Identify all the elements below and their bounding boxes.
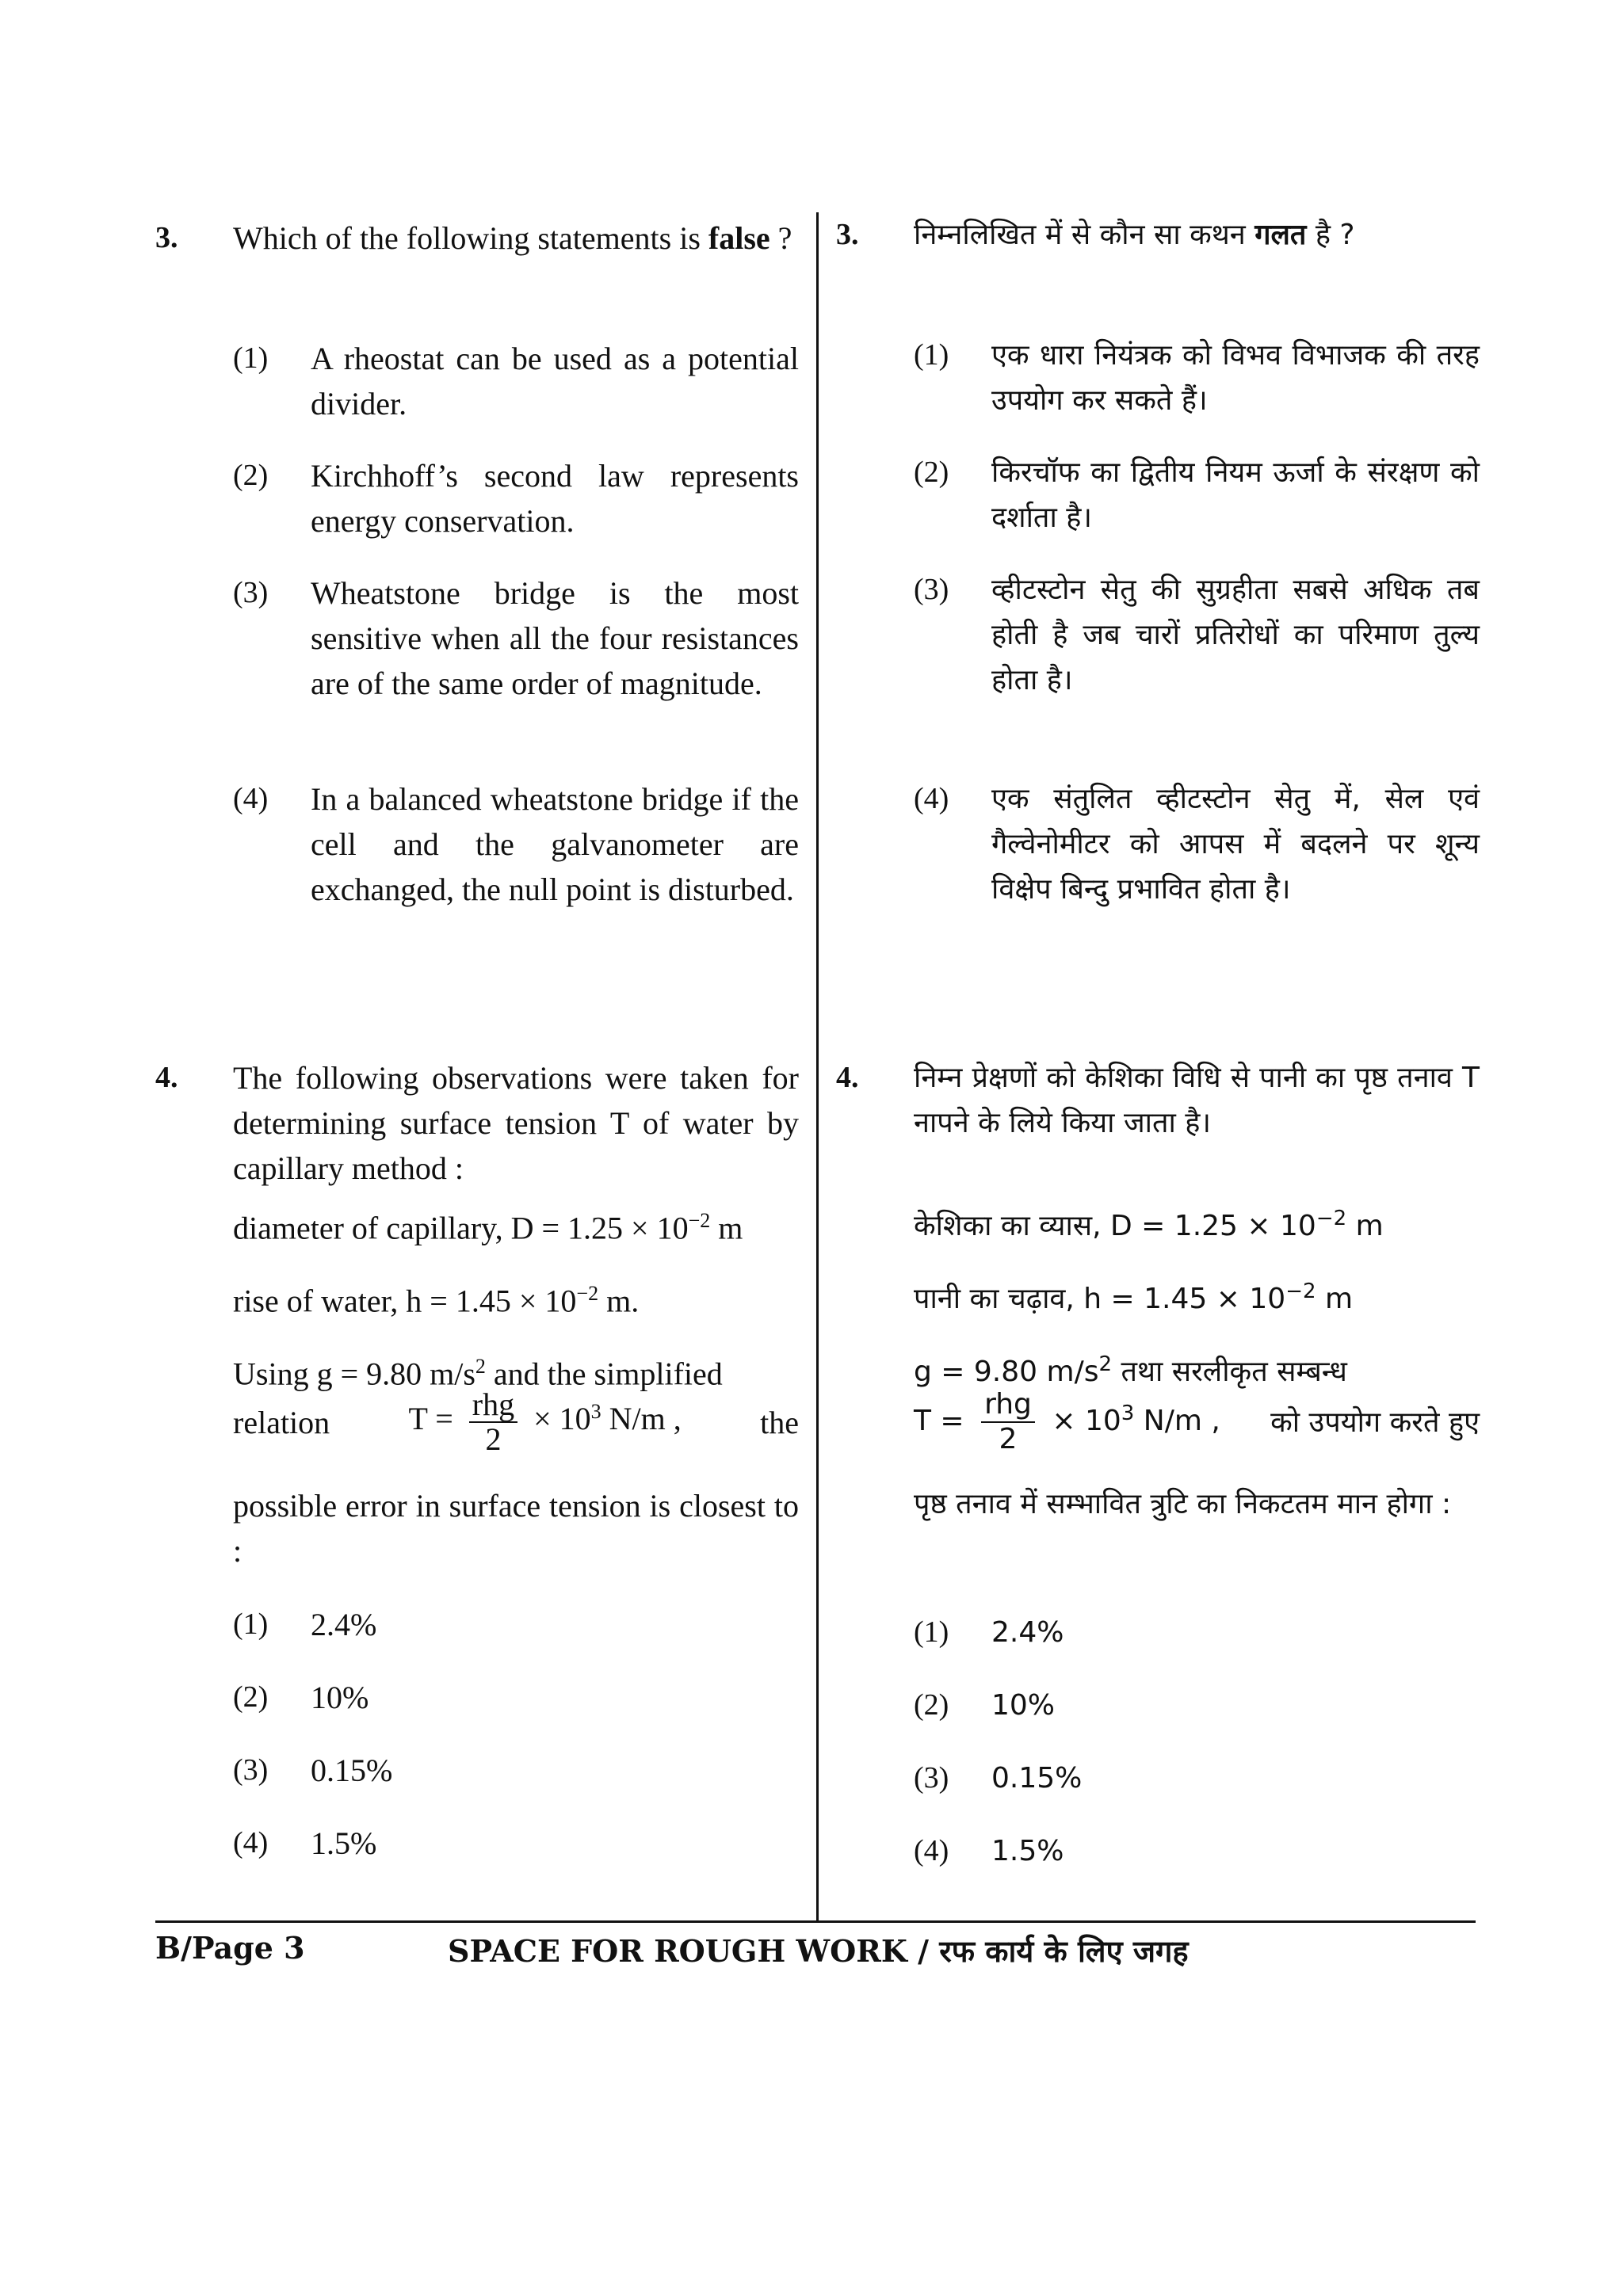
rise-line: rise of water, $h = 1.45 \times 10^{-2}$ m. <box>233 1282 640 1319</box>
exam-page: 3. Which of the following statements is false ? (1) A rheostat can be used as a potential divider. (2) Kirchhoff’s second law represents energy conservation. (3) Wheatstone bridge is the most sensitive when all the four resistances are of the same order of magnitude. (4) In a balanced wheatstone bridge if the cell and the galvanometer are exchanged, the null point is disturbed. 4. The following observations were taken for determining surface tension T of water by capillary method : diameter of capillary, $D = 1.25 \times 10^{-2}$ m rise of water, $h = 1.45 \times 10^{-2}$ m. Using g = 9.80 $m/s^2$ and the simplified relation T = $\frac{\text{rhg}}{2}$ × $10^3$ N/m , the possible error in surface tension is closest to : (1) 2.4% (2) 10% (3) 0.15% (4) 1.5% 3. निम्नलिखित में से कौन सा कथन गलत है ? (1) एक धारा नियंत्रक को विभव विभाजक की तरह उपयोग कर सकते हैं। (2) किरचॉफ का द्वितीय नियम ऊर्जा के संरक्षण को दर्शाता है। (3) व्हीटस्टोन सेतु की सुग्रहीता सबसे अधिक तब होती है जब चारों प्रतिरोधों का परिमाण तुल्य होता है। (4) एक संतुलित व्हीटस्टोन सेतु में, सेल एवं गैल्वेनोमीटर को आपस में बदलने पर शून्य विक्षेप बिन्दु प्रभावित होता है। 4. निम्न प्रेक्षणों को केशिका विधि से पानी का पृष्ठ तनाव T नापने के लिये किया जाता है। केशिका का व्यास, $D = 1.25 \times 10^{-2}$ m पानी का चढ़ाव, $h = 1.45 \times 10^{-2}$ m g = 9.80 $m/s^2$ तथा सरलीकृत सम्बन्ध T = $\frac{\text{rhg}}{2}$ × $10^3$ N/m , को उपयोग करते हुए पृष्ठ तनाव में सम्भावित त्रुटि का निकटतम मान होगा : (1) 2.4% (2) 10% (3) 0.15% (4) 1.5% B/Page 3 SPACE FOR ROUGH WORK / रफ कार्य के लिए जगह <box>0 0 1623 2296</box>
question-text: Which of the following statements is false ? <box>233 220 792 256</box>
emphasis-false: false <box>708 220 770 256</box>
diameter-line: diameter of capillary, $D = 1.25 \times 10^{-2}$ m <box>233 1209 743 1246</box>
closing-text: possible error in surface tension is closest to : <box>233 1488 799 1569</box>
emphasis-false: गलत <box>1254 219 1307 251</box>
using-line: g = 9.80 $m/s^2$ तथा सरलीकृत सम्बन्ध <box>914 1352 1347 1388</box>
surface-tension-formula: T = $\frac{\text{rhg}}{2}$ × $10^3$ N/m , <box>408 1386 682 1457</box>
fraction: $\frac{\text{rhg}}{2}$ <box>469 1388 517 1456</box>
question-number: 3. <box>155 221 178 254</box>
diameter-line: केशिका का व्यास, $D = 1.25 \times 10^{-2}$ m <box>914 1207 1384 1242</box>
question-number: 4. <box>155 1061 178 1094</box>
fraction: $\frac{\text{rhg}}{2}$ <box>981 1388 1035 1456</box>
question-text: The following observations were taken for determining surface tension T of water by capillary method : <box>233 1060 799 1186</box>
rough-work-label: SPACE FOR ROUGH WORK / रफ कार्य के लिए जगह <box>448 1933 1189 1969</box>
column-divider <box>816 212 819 1922</box>
question-number: 3. <box>836 218 859 251</box>
footer-rule <box>155 1920 1476 1923</box>
question-text: निम्नलिखित में से कौन सा कथन गलत है ? <box>914 219 1355 251</box>
question-number: 4. <box>836 1061 859 1094</box>
page-label: B/Page 3 <box>155 1930 305 1966</box>
using-line: Using g = 9.80 $m/s^2$ and the simplified <box>233 1355 723 1392</box>
relation-line: relation T = $\frac{\text{rhg}}{2}$ × $10^3$ N/m , the <box>233 1386 799 1457</box>
relation-line: T = $\frac{\text{rhg}}{2}$ × $10^3$ N/m , को उपयोग करते हुए <box>914 1388 1480 1455</box>
rise-line: पानी का चढ़ाव, $h = 1.45 \times 10^{-2}$ m <box>914 1280 1354 1315</box>
question-text: निम्न प्रेक्षणों को केशिका विधि से पानी का पृष्ठ तनाव T नापने के लिये किया जाता है। <box>914 1062 1480 1139</box>
closing-text: पृष्ठ तनाव में सम्भावित त्रुटि का निकटतम मान होगा : <box>914 1488 1452 1520</box>
surface-tension-formula: T = $\frac{\text{rhg}}{2}$ × $10^3$ N/m , <box>914 1388 1220 1455</box>
